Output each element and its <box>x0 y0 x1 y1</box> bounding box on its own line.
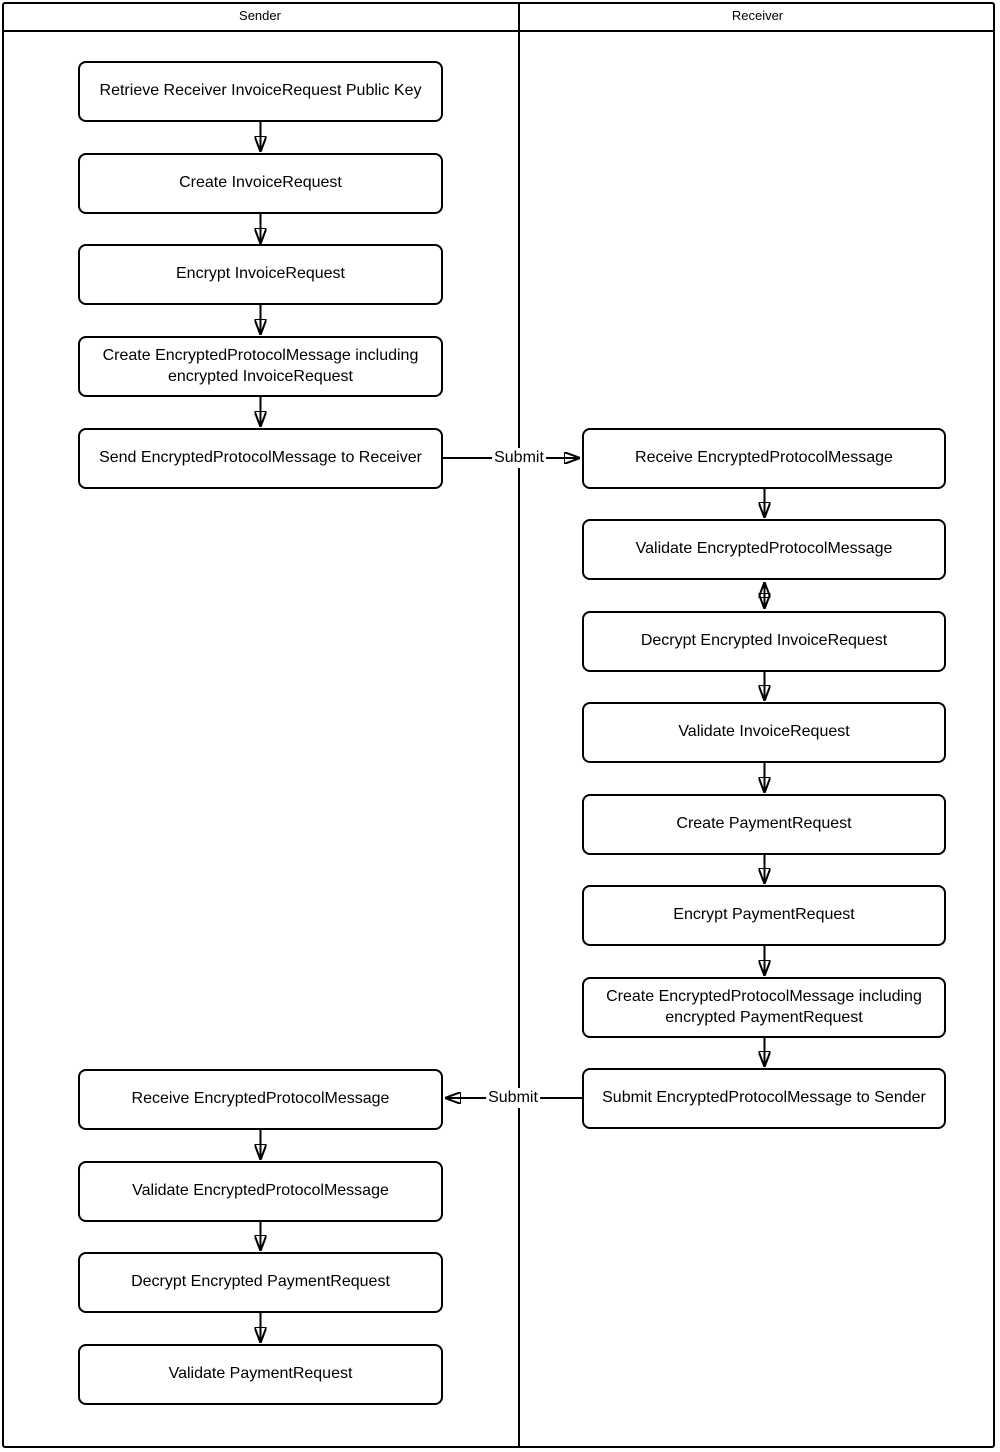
node-validate-encryptedprotocolmessage-sender: Validate EncryptedProtocolMessage <box>78 1161 443 1222</box>
node-create-encryptedprotocolmessage-payment: Create EncryptedProtocolMessage including encrypted PaymentRequest <box>582 977 946 1038</box>
lane-title-sender: Sender <box>239 8 281 23</box>
node-send-encryptedprotocolmessage: Send EncryptedProtocolMessage to Receiver <box>78 428 443 489</box>
node-decrypt-encrypted-invoicerequest: Decrypt Encrypted InvoiceRequest <box>582 611 946 672</box>
node-receive-encryptedprotocolmessage-receiver: Receive EncryptedProtocolMessage <box>582 428 946 489</box>
node-validate-invoicerequest: Validate InvoiceRequest <box>582 702 946 763</box>
edge-label-submit-to-receiver: Submit <box>494 449 544 466</box>
node-validate-encryptedprotocolmessage-receiver: Validate EncryptedProtocolMessage <box>582 519 946 580</box>
node-encrypt-paymentrequest: Encrypt PaymentRequest <box>582 885 946 946</box>
lane-divider <box>518 2 520 1448</box>
node-create-encryptedprotocolmessage-invoice: Create EncryptedProtocolMessage including encrypted InvoiceRequest <box>78 336 443 397</box>
node-retrieve-receiver-public-key: Retrieve Receiver InvoiceRequest Public Key <box>78 61 443 122</box>
node-encrypt-invoicerequest: Encrypt InvoiceRequest <box>78 244 443 305</box>
lane-title-receiver: Receiver <box>731 8 784 23</box>
node-validate-paymentrequest: Validate PaymentRequest <box>78 1344 443 1405</box>
node-create-paymentrequest: Create PaymentRequest <box>582 794 946 855</box>
node-decrypt-encrypted-paymentrequest: Decrypt Encrypted PaymentRequest <box>78 1252 443 1313</box>
node-submit-encryptedprotocolmessage: Submit EncryptedProtocolMessage to Sender <box>582 1068 946 1129</box>
node-receive-encryptedprotocolmessage-sender: Receive EncryptedProtocolMessage <box>78 1069 443 1130</box>
edge-label-submit-to-sender: Submit <box>488 1089 538 1106</box>
node-create-invoicerequest: Create InvoiceRequest <box>78 153 443 214</box>
